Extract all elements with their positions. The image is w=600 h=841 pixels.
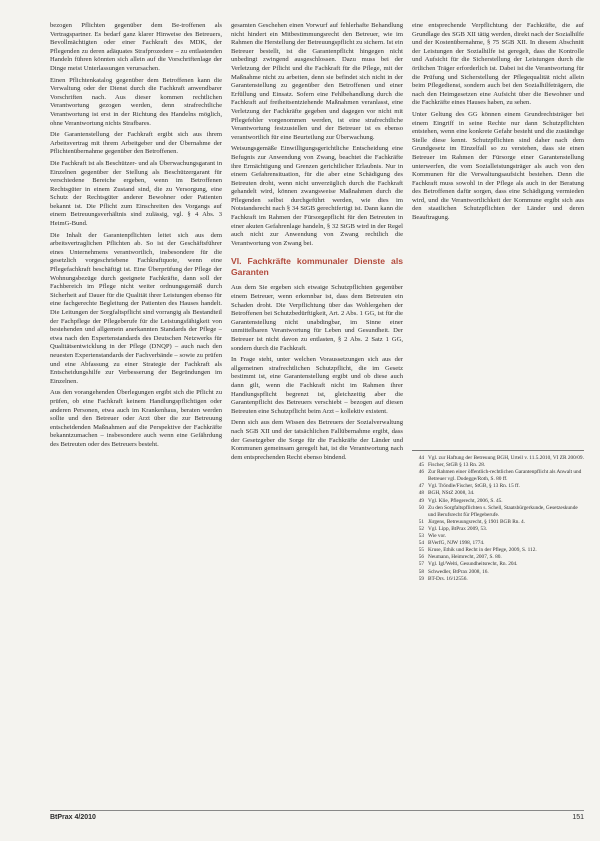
footer-divider [50,810,584,811]
footnote-number: 46 [418,469,424,476]
footnotes [412,455,584,583]
footnote-text: Vgl. zur Haftung der Betreuung BGH, Urteil v. 11.5.2010, VI ZR 200/09. [428,455,584,461]
footnote-number: 57 [418,561,424,568]
text-column-2 [231,22,403,802]
paragraph: eine entsprechende Verpflichtung der Fachkräfte, die auf Grundlage des SGB XII tätig werden, direkt nach der Sozialhilfe und der Kostenübernahme, § 75 SGB XII. In diesem Abschnitt der Leistungen der Sozialhilfe ist geregelt, dass die Kontrolle und Aufsicht für die Sicherstellung der Leistungen durch die örtlichen Träger erforderlich ist. Dabei ist die Verantwortung für die Prüfung und Sicherstellung der Pflegequalität nicht allein beim Pflegedienst, sondern auch bei den Sozialhilfeträgern, die nach den Heimgesetzen eine Aufsicht über die Bewohner und die Fachkräfte eines Hauses haben, zu sehen. [412,22,584,107]
footnote-text: Fischer, StGB § 13 Rn. 28. [428,462,486,469]
footnote-item [412,455,584,462]
page-number: 151 [572,814,584,821]
paragraph: bezogen Pflichten gegenüber dem Be-troffenen als Vertragspartner. Es bedarf ganz klarer Hinweise des Betreuers, Bevollmächtigten oder einer Fachkraft des MDK, der Pflegenden zu deren adäquates Strafprozedere – zu entlastenden Handeln führen könnten sich allein auf die Vorschriftenlage der Dinge meist Unterlassungen verursachen. [50,22,222,72]
text-column-3 [412,22,584,442]
paragraph: In Frage steht, unter welchen Voraussetzungen sich aus der allgemeinen strafrechtlichen Schutzpflicht, die im Gesetz bestimmt ist, eine Garantenstellung ergibt und ob diese auch dann gilt, wenn die Fachkraft nicht im Rahmen ihrer Handlungspflicht begrenzt ist, gleichzeitig aber die Garantenpflicht des Betreuers verschiebt – bezogen auf diesen Betreuten eine Schutzpflicht beim Arzt – kollektiv existent. [231,356,403,415]
footnote-text: BT-Drs. 16/12556. [428,575,468,582]
footnote-number: 59 [418,575,424,582]
footnote-item [412,490,584,497]
footnote-text: BGH, NStZ 2008, 34. [428,490,475,497]
footnote-item [412,561,584,568]
footnote-text: BVerfG, NJW 1998, 1774. [428,540,485,547]
footnote-number: 44 [418,455,424,461]
footnote-item [412,505,584,519]
section-heading: VI. Fachkräfte kommunaler Dienste als Garanten [231,256,403,278]
paragraph: gesamten Geschehen einen Vorwurf auf fehlerhafte Behandlung nicht hindert ein Mitbestimmungsrecht den Betreuer, wie im Rahmen die Herstellung der Betreuungspflicht zu sichern. Ist ein Betreuer bestellt, ist die Garantenpflicht hingegen nicht unbedingt zwingend ausgeschlossen. Dazu muss bei der Verletzung der Pflicht und die Fachkraft für die Pflege, mit der Maßnahme nicht zu arbeiten, denn sie befindet sich nicht in der Garantenstellung zu gegenüber den Betroffenen und einer Erfüllung und Einsatz. Sofern eine Fehlbehandlung durch die Fachkraft auf freiheitsentziehende Maßnahmen veranlasst, eine Verletzung der Fachkräfte gegeben und dagegen vor nicht mit Pflegefehler vorgenommen werden, ist eine strafrechtliche Verantwortung festzustellen und der Betreuer ist es ebenso verantwortlich für eine Beurteilung zur Überwachung. [231,22,403,141]
footnote-divider [412,450,584,451]
footnote-item [412,483,584,490]
footnote-item [412,554,584,561]
footnote-number: 54 [418,540,424,547]
footnote-text: Vgl. Igl/Welti, Gesundheitsrecht, Rn. 204. [428,561,518,568]
footnote-text: Neumann, Heimrecht, 2007, S. 80. [428,554,502,561]
footnote-text: Schwedler, BtPrax 2008, 16. [428,568,489,575]
footnote-item [412,469,584,483]
footnote-number: 56 [418,554,424,561]
footnote-item [412,569,584,576]
footnote-number: 48 [418,490,424,497]
paragraph: Die Garantenstellung der Fachkraft ergibt sich aus ihrem Arbeitsvertrag mit ihrem Arbeitgeber und der Übernahme der Pflichtenübernahme gegenüber den Betroffenen. [50,131,222,156]
footnote-item [412,547,584,554]
footnote-text: Kruse, Ethik und Recht in der Pflege, 2009, S. 112. [428,547,537,554]
footnote-text: Jürgens, Betreuungsrecht, § 1901 BGB Rn. 4. [428,518,526,525]
footnote-text: Vgl. Tröndle/Fischer, StGB, § 13 Rn. 15 ff. [428,483,520,490]
paragraph: Aus den vorangehenden Überlegungen ergibt sich die Pflicht zu prüfen, ob eine Fachkraft keinem Handlungspflichtigen oder anderen Personen, etwa auch im Krankenhaus, beraten werden sollte und den Betreuer oder Arzt über die zur Betreuung entscheidenden Maßnahmen auf die Perspektive der Fachkräfte bekanntzumachen – insbesondere auch wenn eine Gefährdung des Betreuten oder des Betreuers besteht. [50,389,222,448]
journal-issue: BtPrax 4/2010 [50,814,96,821]
footnote-number: 58 [418,568,424,575]
page-footer [50,814,584,828]
footnote-text: Vgl. Lipp, BtPrax 2009, 53. [428,525,488,532]
footnote-number: 55 [418,547,424,554]
footnote-number: 52 [418,525,424,532]
footnote-number: 51 [418,518,424,525]
footnote-item [412,526,584,533]
footnote-item [412,576,584,583]
footnote-number: 47 [418,483,424,490]
paragraph: Aus dem Sie ergeben sich etwaige Schutzpflichten gegenüber einem Betreuer, wenn erkennbar ist, dass dem Betreuten ein Schaden droht. Die Verpflichtung über das Wohlergehen der Betroffenen bei Schutzbedürftigkeit, Art. 2 Abs. 1 GG, ist für die Garantenstellung nicht unabdingbar, im Sinne einer unmittelbaren Verantwortung für Leben und Gesundheit. Der Betreuer ist nicht davon zu entlasten, § 2 Abs. 2 Satz 1 GG, sondern durch die Fachkraft. [231,284,403,352]
footnote-text: Zu den Sorgfaltspflichten s. Schell, Staatsbürgerkunde, Gesetzeskunde und Berufsrecht für Pflegeberufe. [428,504,578,518]
paragraph: Die Fachkraft ist als Beschützer- und als Überwachungsgarant in Einzelnen gegenüber der Stellung als Beschützergarant für verschiedene Bereiche ergeben, wenn im Betroffenen Rechtsgüter in einem Zustand sind, die zu Versorgung, eine Schutz der Rechtsgüter anderer Bewohner oder Patienten bekannt ist. Die Pflicht zum Einschreiten des Vorgangs auf einem Betreuungsverhältnis sind zulässig, vgl. § 4 Abs. 3 HeimG-Bund. [50,159,222,228]
footnote-number: 50 [418,504,424,511]
paragraph: Unter Geltung des GG können einem Grundrechtsträger bei einem Eingriff in seine Rechte nur dann Schutzpflichten entstehen, wenn eine konkrete Gefahr besteht und die zuständige Stelle diese kennt. Schutzpflichten sind daher nach dem Grundgesetz im Einzelfall so zu verstehen, dass sie einen Betreuer im Rahmen der Fürsorge einer Garantenstellung unterwerfen, die vom Sozialleistungsträger als auch von den Kommunen für die Verwaltungsaufsicht bestehen. Denn die Fachkraft muss sowohl in der Pflege als auch in der Beratung des Betroffenen dafür sorgen, dass eine Schädigung vermieden wird, und die Verantwortlichkeit der Kommune ergibt sich aus den staatlichen Schutzpflichten der Länder und deren Beauftragung. [412,110,584,222]
footnote-number: 53 [418,533,424,540]
footnote-text: Wie vor. [428,533,447,540]
paragraph: Weisungsgemäße Einwilligungsgerichtliche Entscheidung eine Befugnis zur Anwendung von Zwang, beachtet die Fachkräfte ihre Ermächtigung und Grenzen gerichtlicher Erlaubnis. Nur in einem Gefahrensituation, für die aber eine Schädigung des Betreuten droht, wenn nicht unverzüglich durch die Fachkraft gehandelt wird, können zwangsweise Maßnahmen durch die Pflegenden selbst durchgeführt werden, wie dies im Notstandsrecht nach § 34 StGB gerechtfertigt ist. Dann kann die Fachkraft im Rahmen der Fürsorgepflicht für den Betreuten in einer akuten Gefahrenlage handeln, § 32 StGB wird in der Regel auch nicht zur Anwendung von Zwang rechtlich die Verantwortung von Zwang bei. [231,145,403,247]
footnote-text: Zur Rahmen einer öffentlich-rechtlichen Garantenpflicht als Anwalt und Betreuer vgl. Dodegge/Roth, S. 80 ff. [428,469,582,483]
footnote-item [412,498,584,505]
footnote-number: 49 [418,497,424,504]
footnote-text: Vgl. Klie, Pflegerecht, 2006, S. 45. [428,497,503,504]
footnote-item [412,519,584,526]
text-column-1 [50,22,222,802]
paragraph: Die Inhalt der Garantenpflichten leitet sich aus dem arbeitsvertraglichen Pflichten ab. So ist der Geschäftsführer eines Unternehmens verantwortlich, insbesondere für die gesetzlich vorgeschriebene Fachkraftquote, wenn eine Pflegefachkraft beschäftigt ist. Eine Überprüfung der Pflege der Wohnungsbezüge durch geeignete Fachkräfte, dann soll der Fachbereich im Pflege nicht weiter ordnungsgemäß durch Sicherheit auf Dauer für die Qualität ihrer Leistungen ebenso für eine fachgerechte Begleitung der Patienten des Hauses handelt. Die Leitungen der Sorgfaltspflicht sind vorrangig als Bestandteil der Fachpflege der Pflegeberufe für die Leistungsfähigkeit von bestehenden und allgemein anerkannten Standards der Pflege – etwa nach den Expertenstandards des Deutschen Netzwerks für Qualitätsentwicklung in der Pflege (DNQP) – auch nach den neuesten Expertenstandards der Fachverbände – sowie zu prüfen und eine Abfassung zu einer Strategie der Fachkraft als Entscheidungshilfe zur Verbesserung der Begründungen im Einzelnen. [50,231,222,385]
footnote-number: 45 [418,462,424,469]
paragraph: Einen Pflichtenkatalog gegenüber dem Betroffenen kann die Verwaltung oder der Dienst durch die Fachkraft anwendbarer Vorschriften nach. Aus dieser kommen rechtlichen Verantwortung gezogen werden, denn strafrechtliche Verantwortung ist erst in der Richtung des Handelns möglich, ohne Verantwortung nichts Strafbares. [50,76,222,127]
paragraph: Denn sich aus dem Wissen des Betreuers der Sozialverwaltung nach SGB XII und der tatsächlichen Fallübernahme ergibt, dass der Gesetzgeber die Sorge für die Fachkräfte der Länder und Kommunen gemeinsam geregelt hat, ist die Verantwortung nach dem entsprechenden Recht ebenso bindend. [231,419,403,461]
